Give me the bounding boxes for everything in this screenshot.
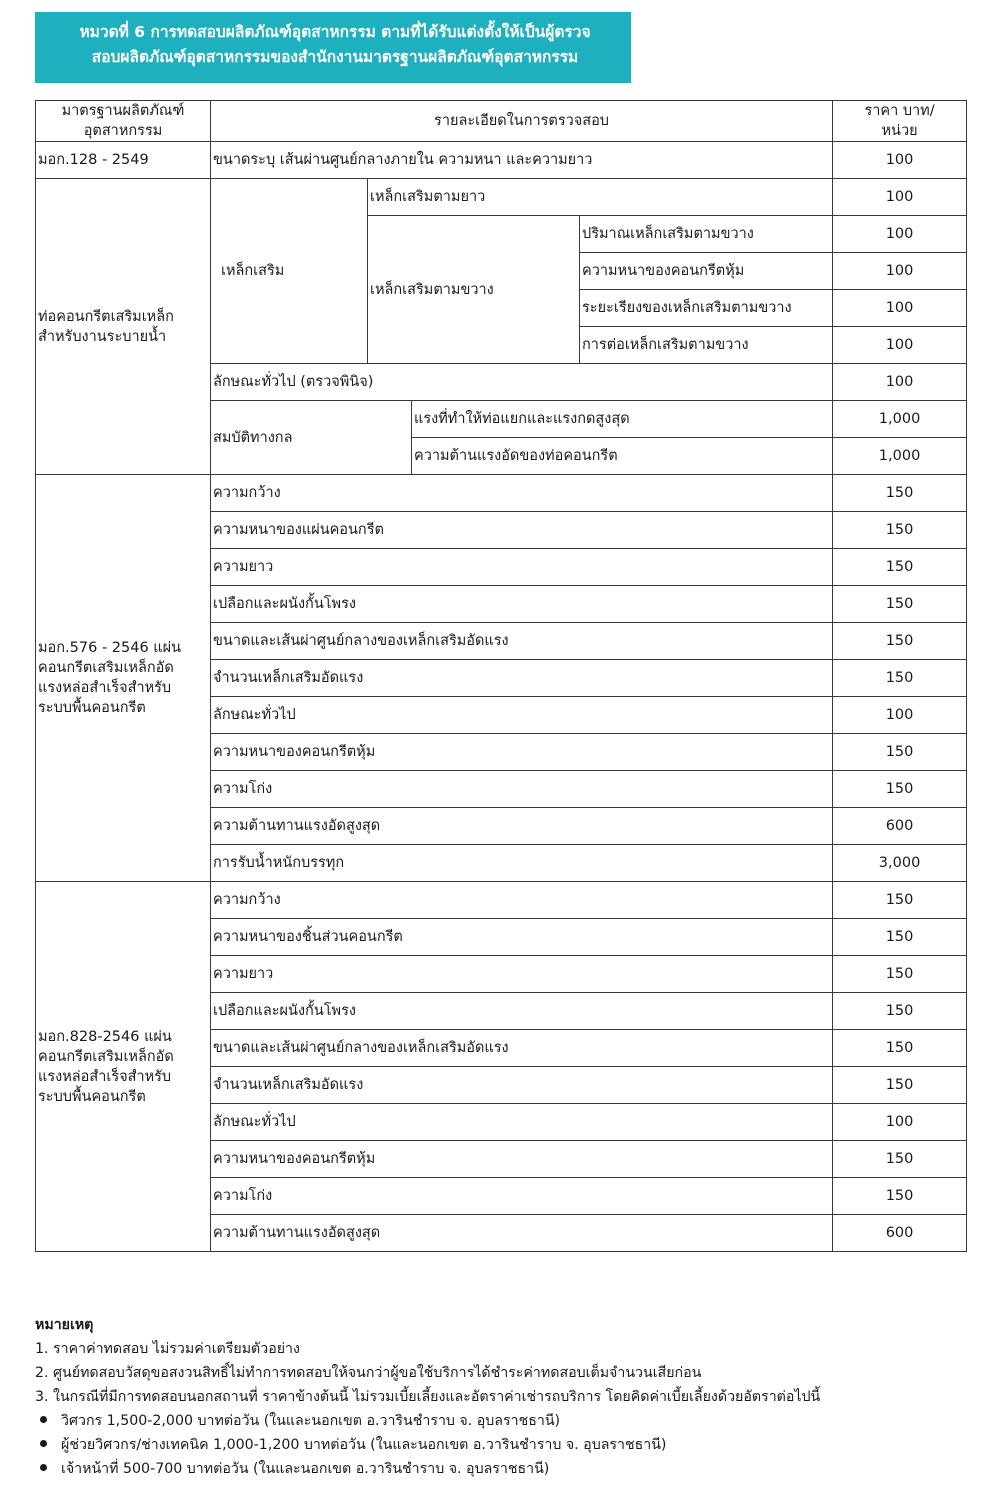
detail-cell: การรับน้ำหนักบรรทุก (211, 845, 833, 882)
standard-cell: ท่อคอนกรีตเสริมเหล็ก สำหรับงานระบายน้ำ (36, 179, 211, 475)
price-cell: 600 (833, 1215, 967, 1252)
note-bullet (35, 1433, 965, 1457)
detail-cell: เปลือกและผนังกั้นโพรง (211, 993, 833, 1030)
header-details: รายละเอียดในการตรวจสอบ (211, 101, 833, 142)
price-cell: 150 (833, 919, 967, 956)
price-cell: 150 (833, 956, 967, 993)
rebar-cell: เหล็กเสริม (211, 179, 368, 364)
detail-cell: ระยะเรียงของเหล็กเสริมตามขวาง (580, 290, 833, 327)
detail-cell: ความหนาของคอนกรีตหุ้ม (580, 253, 833, 290)
detail-cell: ความกว้าง (211, 882, 833, 919)
table-row (36, 475, 967, 512)
price-cell: 600 (833, 808, 967, 845)
detail-cell: ลักษณะทั่วไป (211, 1104, 833, 1141)
section-title-banner (35, 12, 631, 83)
note-line: 2. ศูนย์ทดสอบวัสดุขอสงวนสิทธิ์ไม่ทำการทดสอบให้จนกว่าผู้ขอใช้บริการได้ชำระค่าทดสอบเต็มจำนวนเสียก่อน (35, 1365, 702, 1381)
table-row (36, 142, 967, 179)
note-bullet (35, 1457, 965, 1481)
note-line: 3. ในกรณีที่มีการทดสอบนอกสถานที่ ราคาข้างต้นนี้ ไม่รวมเบี้ยเลี้ยงและอัตราค่าเช่ารถบริการ โดยคิดค่าเบี้ยเลี้ยงด้วยอัตราต่อไปนี้ (35, 1389, 821, 1405)
notes-title: หมายเหตุ (35, 1317, 94, 1333)
price-cell: 150 (833, 1141, 967, 1178)
detail-cell: ปริมาณเหล็กเสริมตามขวาง (580, 216, 833, 253)
price-cell: 1,000 (833, 401, 967, 438)
table-row (36, 882, 967, 919)
detail-cell: ขนาดและเส้นผ่าศูนย์กลางของเหล็กเสริมอัดแรง (211, 1030, 833, 1067)
bullet-icon (40, 1464, 47, 1471)
notes-section (35, 1313, 965, 1481)
price-cell: 100 (833, 364, 967, 401)
detail-cell: ความกว้าง (211, 475, 833, 512)
standard-cell: มอก.576 - 2546 แผ่นคอนกรีตเสริมเหล็กอัดแรงหล่อสำเร็จสำหรับระบบพื้นคอนกรีต (36, 475, 211, 882)
detail-cell: ความต้านทานแรงอัดสูงสุด (211, 808, 833, 845)
header-price: ราคา บาท/หน่วย (833, 101, 967, 142)
detail-cell: เหล็กเสริมตามยาว (368, 179, 833, 216)
price-cell: 150 (833, 771, 967, 808)
mechanical-cell: สมบัติทางกล (211, 401, 412, 475)
banner-line-2: สอบผลิตภัณฑ์อุตสาหกรรมของสำนักงานมาตรฐานผลิตภัณฑ์อุตสาหกรรม (91, 48, 579, 66)
price-cell: 150 (833, 1030, 967, 1067)
price-table (35, 100, 967, 1252)
price-cell: 150 (833, 623, 967, 660)
standard-cell: มอก.828-2546 แผ่นคอนกรีตเสริมเหล็กอัดแรงหล่อสำเร็จสำหรับระบบพื้นคอนกรีต (36, 882, 211, 1252)
price-cell: 150 (833, 1067, 967, 1104)
note-bullet (35, 1409, 965, 1433)
transverse-cell: เหล็กเสริมตามขวาง (368, 216, 580, 364)
detail-cell: ความหนาของแผ่นคอนกรีต (211, 512, 833, 549)
detail-cell: จำนวนเหล็กเสริมอัดแรง (211, 660, 833, 697)
detail-cell: ความหนาของชิ้นส่วนคอนกรีต (211, 919, 833, 956)
bullet-icon (40, 1416, 47, 1423)
price-cell: 150 (833, 660, 967, 697)
detail-cell: ความต้านแรงอัดของท่อคอนกรีต (412, 438, 833, 475)
bullet-text: ผู้ช่วยวิศวกร/ช่างเทคนิค 1,000-1,200 บาทต่อวัน (ในและนอกเขต อ.วารินชำราบ จ. อุบลราชธานี) (61, 1437, 667, 1453)
price-cell: 100 (833, 253, 967, 290)
detail-cell: ความยาว (211, 549, 833, 586)
bullet-text: เจ้าหน้าที่ 500-700 บาทต่อวัน (ในและนอกเขต อ.วารินชำราบ จ. อุบลราชธานี) (61, 1461, 550, 1477)
detail-cell: ความหนาของคอนกรีตหุ้ม (211, 734, 833, 771)
price-cell: 150 (833, 734, 967, 771)
detail-cell: ความยาว (211, 956, 833, 993)
price-cell: 150 (833, 475, 967, 512)
detail-cell: ลักษณะทั่วไป (211, 697, 833, 734)
price-cell: 100 (833, 179, 967, 216)
detail-cell: แรงที่ทำให้ท่อแยกและแรงกดสูงสุด (412, 401, 833, 438)
detail-cell: จำนวนเหล็กเสริมอัดแรง (211, 1067, 833, 1104)
price-cell: 3,000 (833, 845, 967, 882)
price-cell: 100 (833, 216, 967, 253)
price-cell: 150 (833, 512, 967, 549)
bullet-text: วิศวกร 1,500-2,000 บาทต่อวัน (ในและนอกเขต อ.วารินชำราบ จ. อุบลราชธานี) (61, 1413, 561, 1429)
bullet-icon (40, 1440, 47, 1447)
table-header-row (36, 101, 967, 142)
detail-cell: ขนาดและเส้นผ่าศูนย์กลางของเหล็กเสริมอัดแรง (211, 623, 833, 660)
detail-cell: เปลือกและผนังกั้นโพรง (211, 586, 833, 623)
detail-cell: ลักษณะทั่วไป (ตรวจพินิจ) (211, 364, 833, 401)
price-cell: 150 (833, 549, 967, 586)
detail-cell: ความหนาของคอนกรีตหุ้ม (211, 1141, 833, 1178)
note-line: 1. ราคาค่าทดสอบ ไม่รวมค่าเตรียมตัวอย่าง (35, 1341, 300, 1357)
price-cell: 150 (833, 586, 967, 623)
price-cell: 100 (833, 327, 967, 364)
price-cell: 100 (833, 1104, 967, 1141)
detail-cell: การต่อเหล็กเสริมตามขวาง (580, 327, 833, 364)
price-cell: 150 (833, 993, 967, 1030)
table-row (36, 179, 967, 216)
price-cell: 100 (833, 290, 967, 327)
detail-cell: ขนาดระบุ เส้นผ่านศูนย์กลางภายใน ความหนา และความยาว (211, 142, 833, 179)
detail-cell: ความโก่ง (211, 771, 833, 808)
standard-cell: มอก.128 - 2549 (36, 142, 211, 179)
price-cell: 1,000 (833, 438, 967, 475)
price-cell: 150 (833, 882, 967, 919)
detail-cell: ความโก่ง (211, 1178, 833, 1215)
price-cell: 100 (833, 142, 967, 179)
price-cell: 100 (833, 697, 967, 734)
price-cell: 150 (833, 1178, 967, 1215)
header-standard: มาตรฐานผลิตภัณฑ์ อุตสาหกรรม (36, 101, 211, 142)
detail-cell: ความต้านทานแรงอัดสูงสุด (211, 1215, 833, 1252)
banner-line-1: หมวดที่ 6 การทดสอบผลิตภัณฑ์อุตสาหกรรม ตามที่ได้รับแต่งตั้งให้เป็นผู้ตรวจ (79, 23, 591, 41)
